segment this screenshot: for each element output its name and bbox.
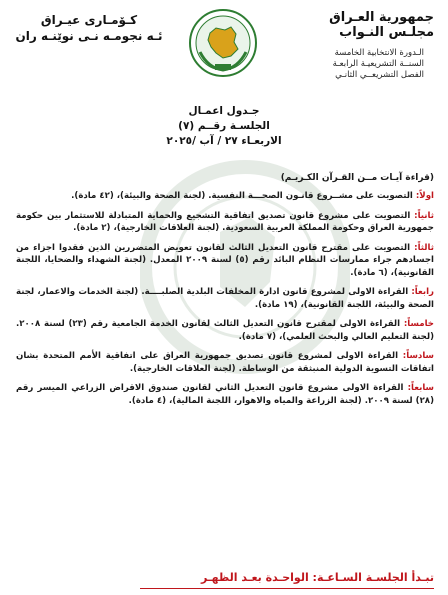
legislative-term: الفصل التشريعــي الثانـي — [335, 70, 424, 80]
footer-divider — [140, 588, 434, 589]
agenda-item — [16, 190, 434, 203]
item-label: رابعاً: — [411, 287, 434, 297]
agenda-item — [16, 382, 434, 407]
header-right — [274, 10, 434, 81]
agenda-item — [16, 318, 434, 343]
item-label: خامساً: — [403, 319, 434, 329]
legislative-year: السنــة التشريعيـة الرابعـة — [332, 59, 424, 69]
agenda-item — [16, 286, 434, 311]
item-label: ثانياً: — [414, 210, 434, 221]
council-title-kurdish: ئـه نجومـه نـى نوێنـه ران — [15, 29, 163, 43]
council-title: مجلـس النـواب — [339, 25, 434, 40]
item-text: التصويت على مشــروع قانـون الصحـــة النفسية. (لجنة الصحة والبيئة)، (٤٢ مادة). — [71, 191, 416, 201]
session-number: الجلسـة رقــم (٧) — [178, 120, 270, 132]
electoral-cycle: الـدورة الانتخابية الخامسة — [334, 48, 424, 58]
agenda-title: جـدول اعمـال — [188, 105, 260, 117]
item-label: سادساً: — [402, 351, 434, 361]
agenda-item — [16, 242, 434, 280]
country-title-kurdish: كـۆمـارى عيـراق — [40, 13, 138, 27]
item-text: القراءة الاولى لمشروع قانون ادارة المخلفات البلدية الصلبــــة. (لجنة الخدمات والاعمار، لجنة الصحة والبيئة، اللجنة القانونية)، (١٩ مادة). — [16, 287, 434, 310]
header-left — [14, 12, 164, 44]
item-text: القراءة الاولى لمشروع قانون تصديق جمهورية العراق على اتفاقية الأمم المتحدة بشان اتفاقات التسوية الدولية المنبثقة من الوساطة. (لجنة العلاقات الخارجية). — [16, 351, 434, 374]
agenda-title-block — [0, 104, 448, 149]
agenda-item — [16, 210, 434, 235]
item-label: اولاً: — [415, 191, 434, 201]
opening-line: (قراءة آيـات مــن القـرآن الكـريـم) — [280, 173, 434, 183]
agenda-items — [16, 172, 434, 414]
parliament-logo-icon — [186, 6, 260, 80]
item-text: القراءة الاولى مشروع قانون التعديل الثاني لقانون صندوق الاقراض الزراعي الميسر رقم (٢٨) لسنة ٢٠٠٩. (لجنة الزراعة والمياه والاهوار، اللجنة المالية)، (٤ مادة). — [16, 383, 434, 406]
item-text: القراءة الاولى لمقترح قانون التعديل الثالث لقانون الخدمة الجامعية رقم (٢٣) لسنة ٢٠٠٨. (لجنة التعليم العالي والبحث العلمي)، (٧ مادة). — [16, 319, 434, 342]
item-text: التصويت على مشروع قانون تصديق اتفاقية التشجيع والحماية المتبادلة للاستثمار بين حكومة جمهورية العراق وحكومة المملكة العربية السعودية. (لجنة العلاقات الخارجية)، (٢ مادة). — [16, 210, 434, 233]
session-date: الاربعـاء ٢٧ / آب /٢٠٢٥ — [166, 135, 282, 147]
country-title: جمهورية العـراق — [329, 10, 434, 25]
item-text: التصويت على مقترح قانون التعديل الثالث لقانون تعويض المتضررين الذين فقدوا اجزاء من اجسادهم جراء ممارسات النظام البائد رقم (٥) لسنة ٢٠٠٩ المعدل. (لجنة الشهداء والضحايا، اللجنة القانونية)، (٦ مادة). — [16, 242, 434, 278]
agenda-item — [16, 350, 434, 375]
session-start-time: تبـدأ الجلسـة السـاعـة: الواحـدة بعـد الظهـر — [201, 571, 434, 584]
item-label: سابعاً: — [407, 383, 434, 393]
item-label: ثالثاً: — [414, 242, 434, 253]
